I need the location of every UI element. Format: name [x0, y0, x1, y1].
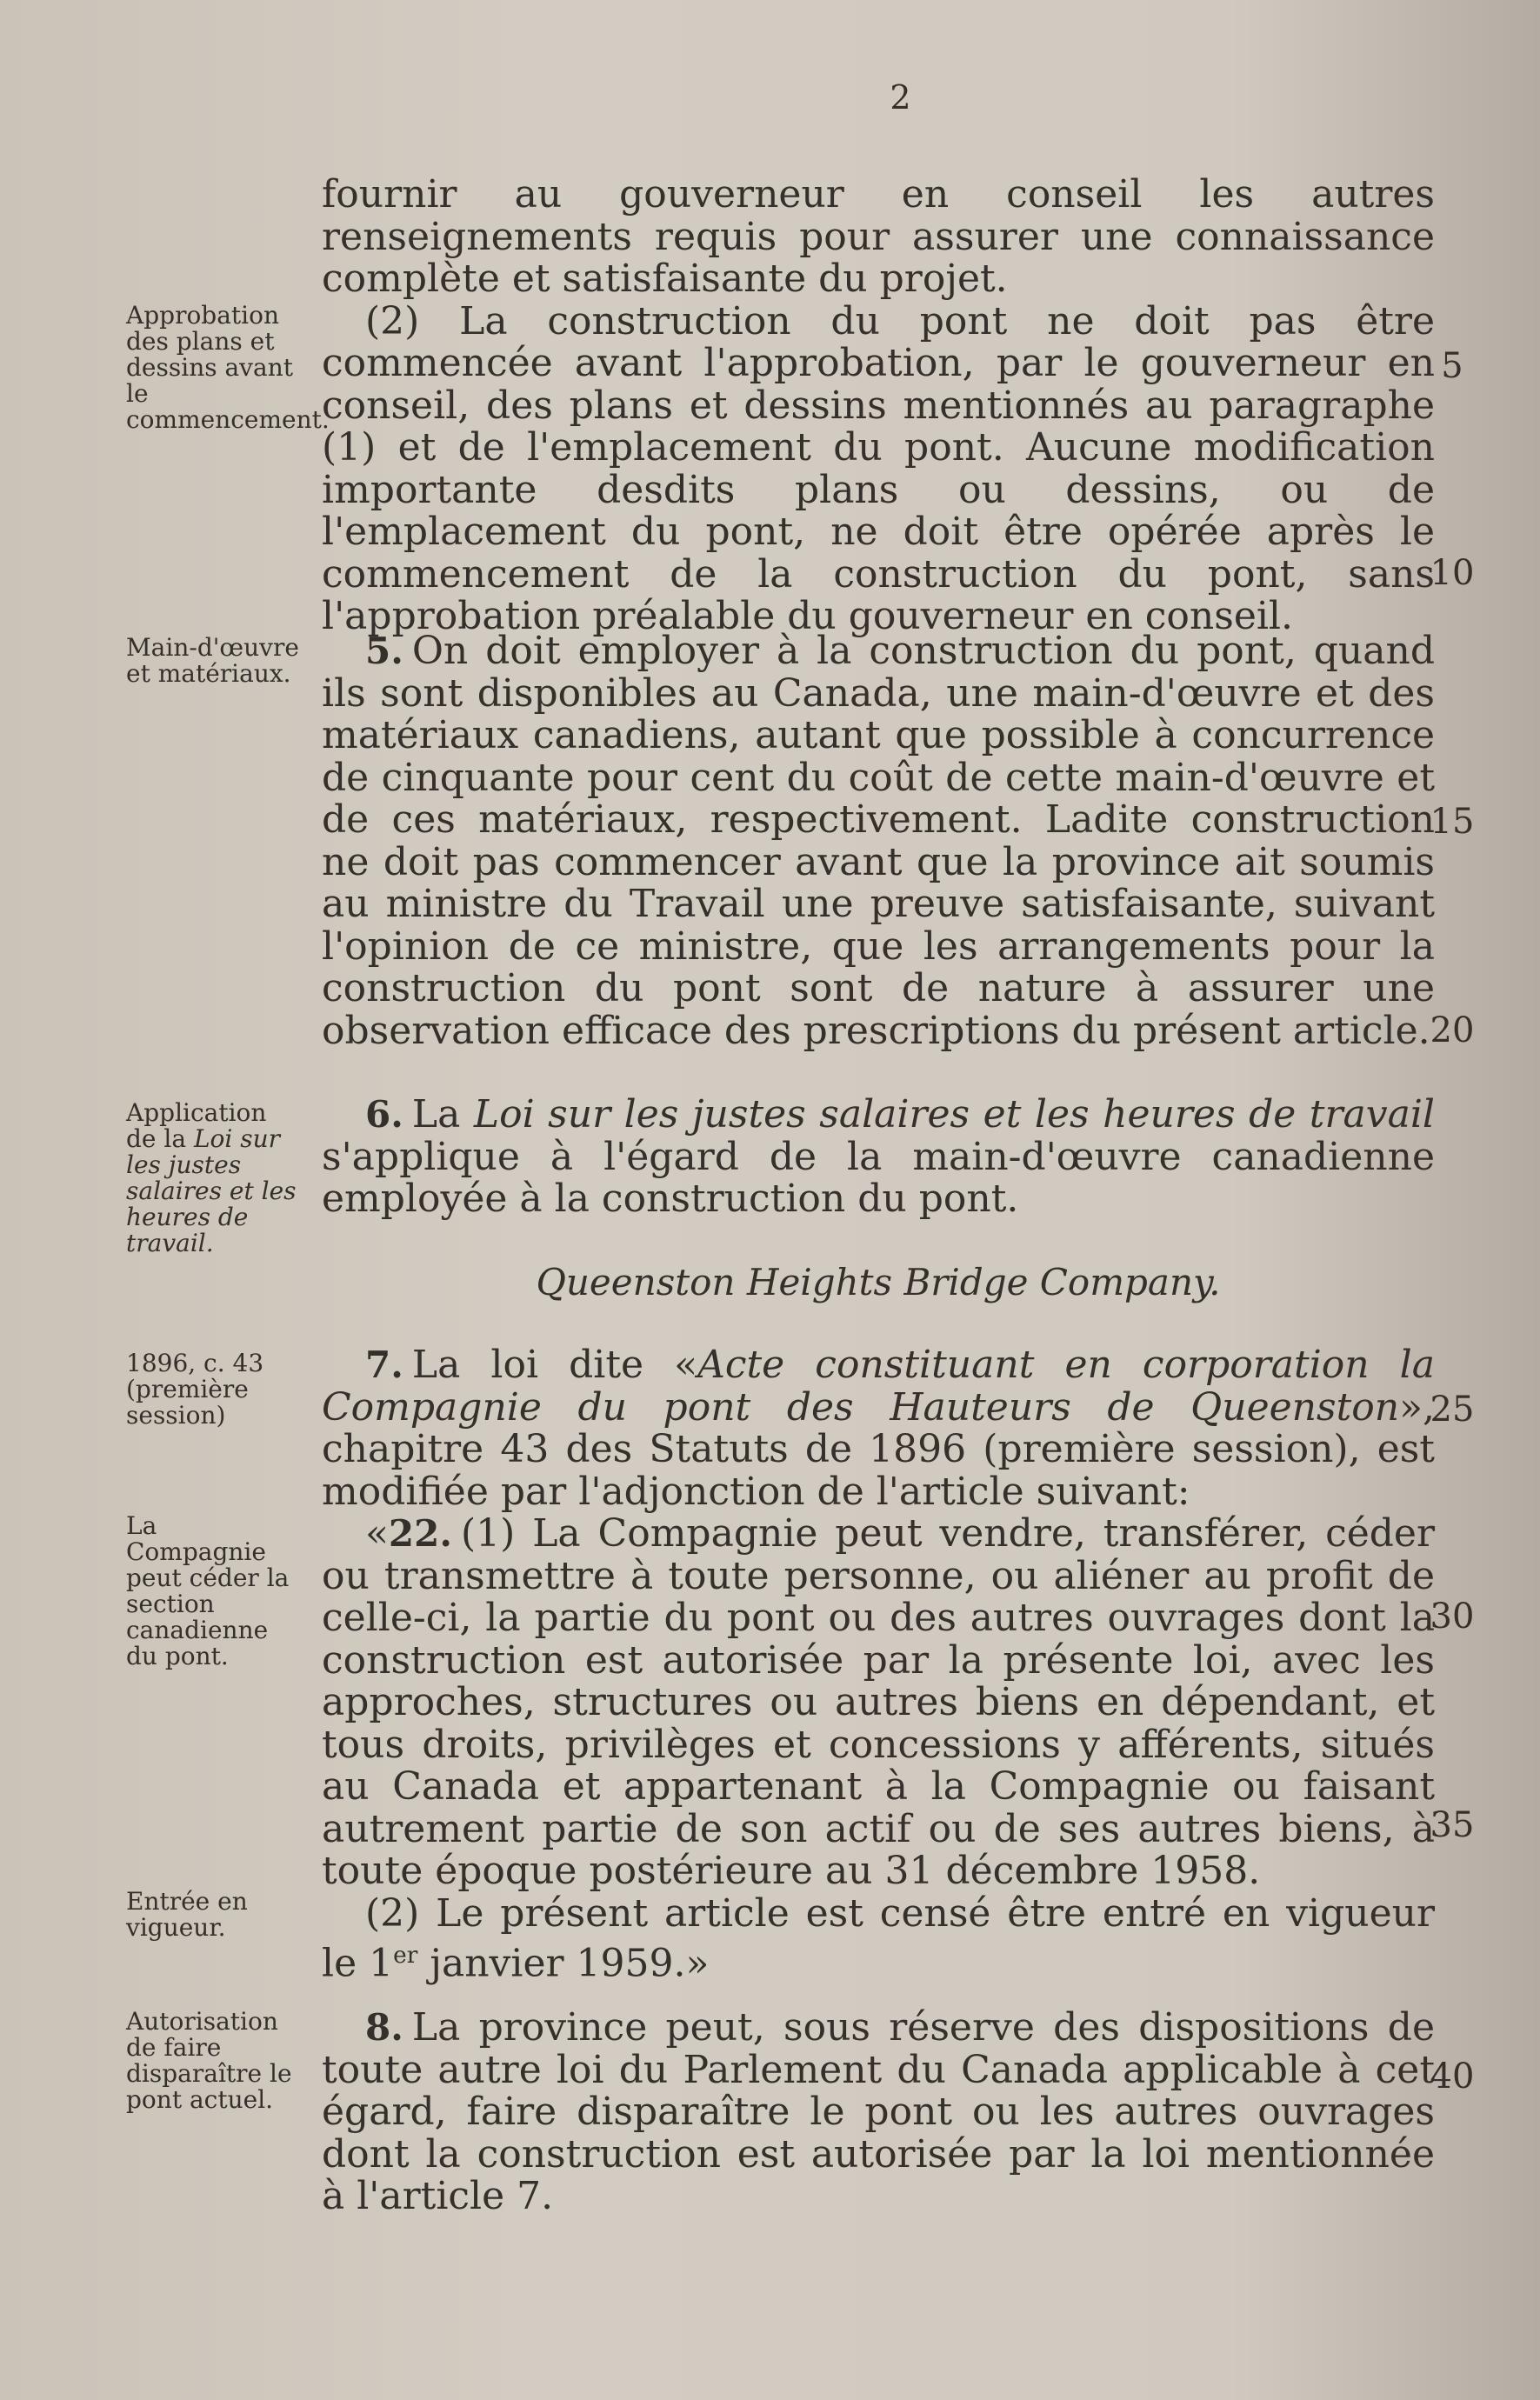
line-number-10: 10 [1430, 553, 1475, 593]
margin-note-application-prefix: Application de la [126, 1098, 267, 1153]
line-number-40: 40 [1430, 2057, 1475, 2097]
section-22-number: 22. [388, 1512, 452, 1555]
section-22-open-quote: « [365, 1511, 389, 1556]
article-5 [322, 630, 1435, 1052]
article-8-number: 8. [365, 2006, 403, 2049]
line-number-20: 20 [1430, 1010, 1475, 1050]
section-22-sub2-b: janvier 1959.» [417, 1941, 710, 1986]
margin-note-application-law: Loi sur les justes salaires et les heures de travail. [126, 1124, 297, 1257]
page-number: 2 [890, 78, 911, 117]
article-6-text: s'applique à l'égard de la main-d'œuvre canadienne employée à la construction du pont. [322, 1134, 1435, 1221]
margin-note-approbation: Approbation des plans et dessins avant le commencement. [126, 301, 330, 434]
subsection-2: (2) La construction du pont ne doit pas être commencée avant l'approbation, par le gouverneur en conseil, des plans et dessins mentionnés au paragraphe (1) et de l'emplacement du pont. Aucune modification importante desdits plans ou dessins, ou de l'emplacement du pont, ne doit être opérée après le commencement de la construction du pont, sans l'approbation préalable du gouverneur en conseil. [322, 298, 1435, 638]
line-number-30: 30 [1430, 1597, 1475, 1637]
margin-note-application [126, 1100, 300, 1257]
article-7 [322, 1344, 1435, 1985]
article-8 [322, 2007, 1435, 2218]
section-22-text: (1) La Compagnie peut vendre, transférer, céder ou transmettre à toute personne, ou aliéner au profit de celle-ci, la partie du pont ou des autres ouvrages dont la construction est autorisée par la présente loi, avec les approches, structures ou autres biens en dépendant, et tous droits, privilèges et concessions y afférents, situés au Canada et appartenant à la Compagnie ou faisant autrement partie de son actif ou de ses autres biens, à toute époque postérieure au 31 décembre 1958. [322, 1511, 1435, 1893]
article-6-number: 6. [365, 1093, 403, 1136]
margin-note-main-doeuvre: Main-d'œuvre et matériaux. [126, 633, 299, 688]
section-22-sub2-a: (2) Le présent article est censé être entré en vigueur le 1 [322, 1890, 1435, 1986]
section-heading: Queenston Heights Bridge Company. [536, 1261, 1221, 1303]
line-number-15: 15 [1430, 802, 1475, 842]
intro-paragraph: fournir au gouverneur en conseil les autres renseignements requis pour assurer une connaissance complète et satisfaisante du projet. [322, 172, 1435, 301]
article-8-text: La province peut, sous réserve des dispositions de toute autre loi du Parlement du Canada applicable à cet égard, faire disparaître le pont ou les autres ouvrages dont la construction est autorisée par la loi mentionnée à l'article 7. [322, 2005, 1435, 2218]
article-7-text-a: La loi dite « [411, 1343, 698, 1387]
margin-note-autorisation: Autorisation de faire disparaître le pont actuel. [126, 2007, 292, 2114]
article-7-number: 7. [365, 1343, 403, 1386]
section-22-sub2-sup: er [393, 1942, 418, 1969]
line-number-5: 5 [1441, 346, 1463, 386]
article-6-law-title: Loi sur les justes salaires et les heures de travail [473, 1092, 1435, 1137]
article-5-text: On doit employer à la construction du pont, quand ils sont disponibles au Canada, une main-d'œuvre et des matériaux canadiens, autant que possible à concurrence de cinquante pour cent du coût de cette main-d'œuvre et de ces matériaux, respectivement. Ladite construction ne doit pas commencer avant que la province ait soumis au ministre du Travail une preuve satisfaisante, suivant l'opinion de ce ministre, que les arrangements pour la construction du pont sont de nature à assurer une observation efficace des prescriptions du présent article. [322, 629, 1435, 1053]
article-5-number: 5. [365, 630, 403, 672]
article-6-la: La [411, 1092, 461, 1137]
margin-note-statute-ref: 1896, c. 43 (première session) [126, 1349, 264, 1430]
line-number-25: 25 [1430, 1390, 1475, 1430]
margin-note-compagnie: La Compagnie peut céder la section canadienne du pont. [126, 1511, 290, 1670]
article-6 [322, 1094, 1435, 1221]
article-7-act-title: Acte constituant en corporation la Compagnie du pont des Hauteurs de Queenston [322, 1343, 1435, 1430]
line-number-35: 35 [1430, 1805, 1475, 1845]
section-continuation [322, 174, 1435, 638]
article-7-text-b: », chapitre 43 des Statuts de 1896 (première session), est modifiée par l'adjonction de l'article suivant: [322, 1384, 1435, 1514]
margin-note-entree: Entrée en vigueur. [126, 1887, 248, 1942]
